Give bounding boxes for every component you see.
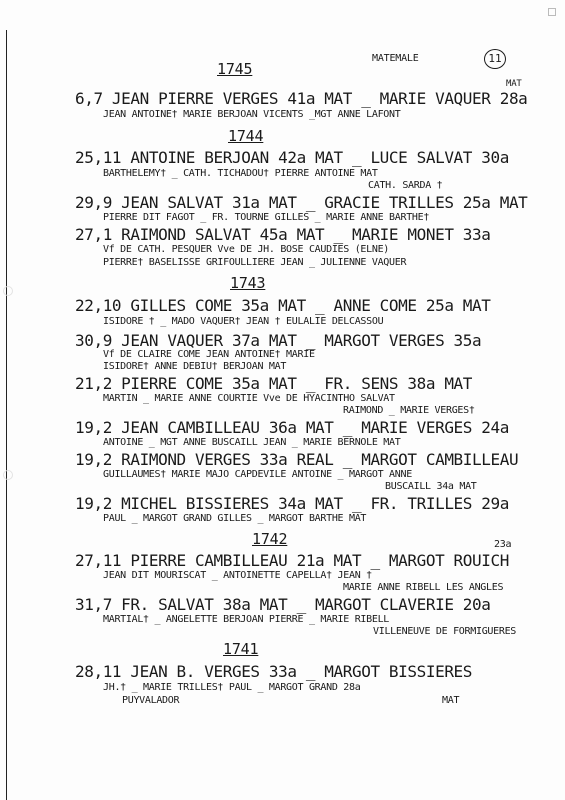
record-sub-line: JH.† _ MARIE TRILLES† PAUL _ MARGOT GRAND 28a bbox=[103, 682, 361, 693]
record-note: MAT bbox=[442, 695, 460, 706]
record-note: MAT bbox=[506, 79, 522, 89]
record-sub-line: VILLENEUVE DE FORMIGUERES bbox=[373, 626, 517, 637]
record-sub-line: MARTIAL† _ ANGELETTE BERJOAN PIERRE _ MARIE RIBELL bbox=[103, 614, 390, 625]
record-sub-line: Vf DE CATH. PESQUER Vve DE JH. BOSE CAUDIES (ELNE) bbox=[103, 244, 390, 255]
record-main-line: 19,2 JEAN CAMBILLEAU 36a MAT _ MARIE VERGES 24a bbox=[75, 418, 509, 437]
record-main-line: 6,7 JEAN PIERRE VERGES 41a MAT _ MARIE VAQUER 28a bbox=[75, 89, 528, 108]
record-sub-line: PIERRE† BASELISSE GRIFOULLIERE JEAN _ JULIENNE VAQUER bbox=[103, 257, 407, 268]
punch-hole-mark bbox=[3, 470, 13, 480]
record-sub-line: ANTOINE _ MGT ANNE BUSCAILL JEAN _ MARIE BERNOLE MAT bbox=[103, 437, 401, 448]
record-sub-line: BUSCAILL 34a MAT bbox=[385, 481, 477, 492]
left-margin-line bbox=[6, 30, 7, 800]
record-sub-line: PUYVALADOR bbox=[122, 695, 180, 706]
record-sub-line: JEAN DIT MOURISCAT _ ANTOINETTE CAPELLA† JEAN † bbox=[103, 570, 372, 581]
year-heading: 1744 bbox=[228, 127, 264, 145]
record-sub-line: BARTHELEMY† _ CATH. TICHADOU† PIERRE ANTOINE MAT bbox=[103, 168, 378, 179]
punch-hole-mark bbox=[3, 286, 13, 296]
record-main-line: 31,7 FR. SALVAT 38a MAT _ MARGOT CLAVERIE 20a bbox=[75, 595, 491, 614]
year-heading: 1742 bbox=[252, 530, 288, 548]
record-main-line: 22,10 GILLES COME 35a MAT _ ANNE COME 25a MAT bbox=[75, 296, 491, 315]
record-main-line: 27,1 RAIMOND SALVAT 45a MAT _ MARIE MONET 33a bbox=[75, 225, 491, 244]
year-heading: 1741 bbox=[223, 640, 259, 658]
record-sub-line: ISIDORE † _ MADO VAQUER† JEAN † EULALIE DELCASSOU bbox=[103, 316, 384, 327]
record-main-line: 27,11 PIERRE CAMBILLEAU 21a MAT _ MARGOT ROUICH bbox=[75, 551, 509, 570]
record-sub-line: GUILLAUMES† MARIE MAJO CAPDEVILE ANTOINE _ MARGOT ANNE bbox=[103, 469, 412, 480]
corner-mark bbox=[548, 8, 556, 16]
record-sub-line: MARTIN _ MARIE ANNE COURTIE Vve DE HYACINTHO SALVAT bbox=[103, 393, 395, 404]
record-main-line: 21,2 PIERRE COME 35a MAT _ FR. SENS 38a MAT bbox=[75, 374, 473, 393]
record-sub-line: CATH. SARDA † bbox=[368, 180, 443, 191]
year-heading: 1745 bbox=[217, 60, 253, 78]
page-number: 11 bbox=[484, 49, 506, 69]
record-note: 23a bbox=[494, 539, 512, 550]
record-sub-line: PIERRE DIT FAGOT _ FR. TOURNE GILLES _ MARIE ANNE BARTHE† bbox=[103, 212, 430, 223]
record-main-line: 19,2 MICHEL BISSIERES 34a MAT _ FR. TRILLES 29a bbox=[75, 494, 509, 513]
page-header-title: MATEMALE bbox=[372, 53, 419, 64]
record-main-line: 19,2 RAIMOND VERGES 33a REAL _ MARGOT CAMBILLEAU bbox=[75, 450, 519, 469]
record-sub-line: JEAN ANTOINE† MARIE BERJOAN VICENTS _MGT ANNE LAFONT bbox=[103, 109, 401, 120]
record-sub-line: RAIMOND _ MARIE VERGES† bbox=[343, 405, 475, 416]
record-sub-line: ISIDORE† ANNE DEBIU† BERJOAN MAT bbox=[103, 361, 287, 372]
record-main-line: 25,11 ANTOINE BERJOAN 42a MAT _ LUCE SALVAT 30a bbox=[75, 148, 509, 167]
record-main-line: 28,11 JEAN B. VERGES 33a _ MARGOT BISSIERES bbox=[75, 662, 473, 681]
year-heading: 1743 bbox=[230, 274, 266, 292]
record-main-line: 29,9 JEAN SALVAT 31a MAT _ GRACIE TRILLES 25a MAT bbox=[75, 193, 528, 212]
record-sub-line: Vf DE CLAIRE COME JEAN ANTOINE† MARIE bbox=[103, 349, 315, 360]
record-sub-line: PAUL _ MARGOT GRAND GILLES _ MARGOT BARTHE MAT bbox=[103, 513, 367, 524]
record-main-line: 30,9 JEAN VAQUER 37a MAT _ MARGOT VERGES 35a bbox=[75, 331, 482, 350]
record-sub-line: MARIE ANNE RIBELL LES ANGLES bbox=[343, 582, 504, 593]
